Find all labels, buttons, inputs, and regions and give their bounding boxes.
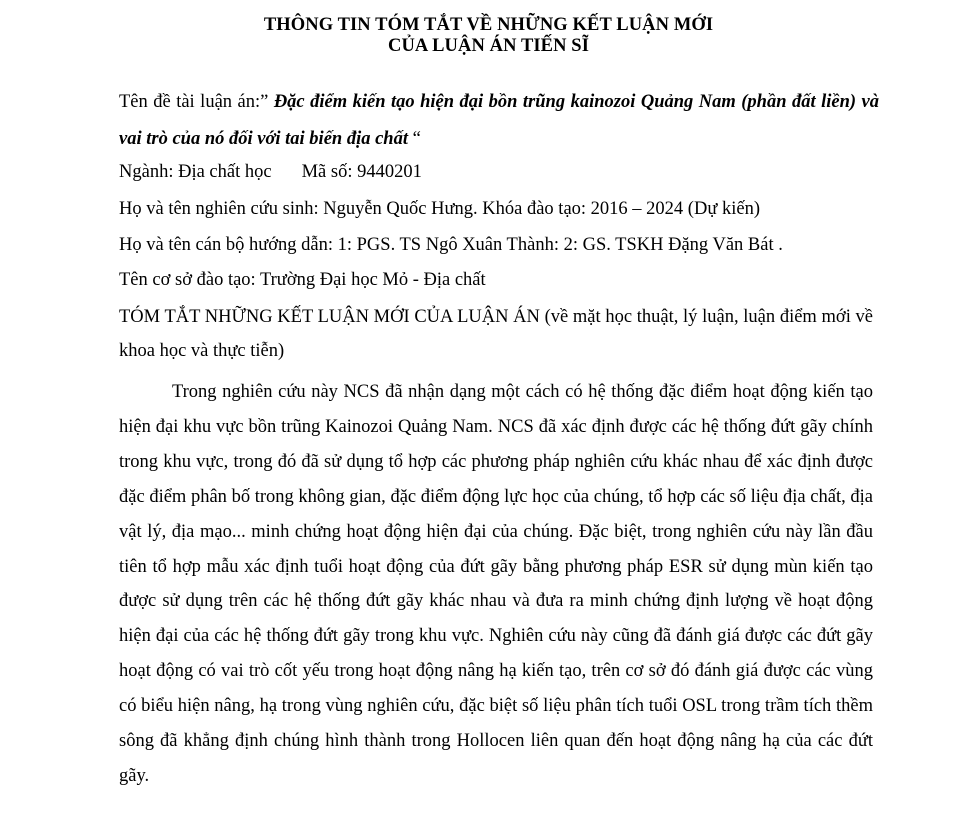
- student-line: Họ và tên nghiên cứu sinh: Nguyễn Quốc Hưng. Khóa đào tạo: 2016 – 2024 (Dự kiến): [119, 199, 760, 219]
- thesis-topic-label: Tên đề tài luận án:”: [119, 92, 269, 112]
- summary-heading: TÓM TẮT NHỮNG KẾT LUẬN MỚI CỦA LUẬN ÁN (về mặt học thuật, lý luận, luận điểm mới về khoa học và thực tiễn): [119, 307, 873, 361]
- major-label: Ngành: Địa chất học: [119, 162, 272, 182]
- advisor-line: Họ và tên cán bộ hướng dẫn: 1: PGS. TS Ngô Xuân Thành: 2: GS. TSKH Đặng Văn Bát .: [119, 235, 783, 255]
- major-line: [119, 160, 879, 184]
- document-title-line-2: CỦA LUẬN ÁN TIẾN SĨ: [388, 36, 589, 56]
- thesis-topic-title: Đặc điểm kiến tạo hiện đại bồn trũng kainozoi Quảng Nam (phần đất liền) và vai trò của nó đối với tai biến địa chất: [119, 92, 879, 149]
- thesis-topic: [119, 84, 879, 158]
- thesis-topic-closing-quote: “: [407, 129, 421, 149]
- summary-paragraph: Trong nghiên cứu này NCS đã nhận dạng một cách có hệ thống đặc điểm hoạt động kiến tạo hiện đại khu vực bồn trũng Kainozoi Quảng Nam. NCS đã xác định được các hệ thống đứt gãy chính trong khu vực, trong đó đã sử dụng tổ hợp các phương pháp nghiên cứu khác nhau để xác định được đặc điểm phân bố trong không gian, đặc điểm động lực học của chúng, tổ hợp các số liệu địa chất, địa vật lý, địa mạo... minh chứng hoạt động hiện đại của chúng. Đặc biệt, trong nghiên cứu này lần đầu tiên tổ hợp mẫu xác định tuổi hoạt động của đứt gãy bằng phương pháp ESR sử dụng mùn kiến tạo được sử dụng trên các hệ thống đứt gãy khác nhau và đưa ra minh chứng định lượng về hoạt động hiện đại của các hệ thống đứt gãy trong khu vực. Nghiên cứu này cũng đã đánh giá được các đứt gãy hoạt động có vai trò cốt yếu trong hoạt động nâng hạ kiến tạo, trên cơ sở đó đánh giá được các vùng có biểu hiện nâng, hạ trong vùng nghiên cứu, đặc biệt số liệu phân tích tuổi OSL trong trầm tích thềm sông đã khẳng định chúng hình thành trong Hollocen liên quan đến hoạt động nâng hạ của các đứt gãy.: [119, 382, 873, 786]
- major-code: Mã số: 9440201: [301, 162, 422, 182]
- institution-line: Tên cơ sở đào tạo: Trường Đại học Mỏ - Địa chất: [119, 270, 486, 290]
- document-title-line-1: THÔNG TIN TÓM TẮT VỀ NHỮNG KẾT LUẬN MỚI: [263, 15, 714, 35]
